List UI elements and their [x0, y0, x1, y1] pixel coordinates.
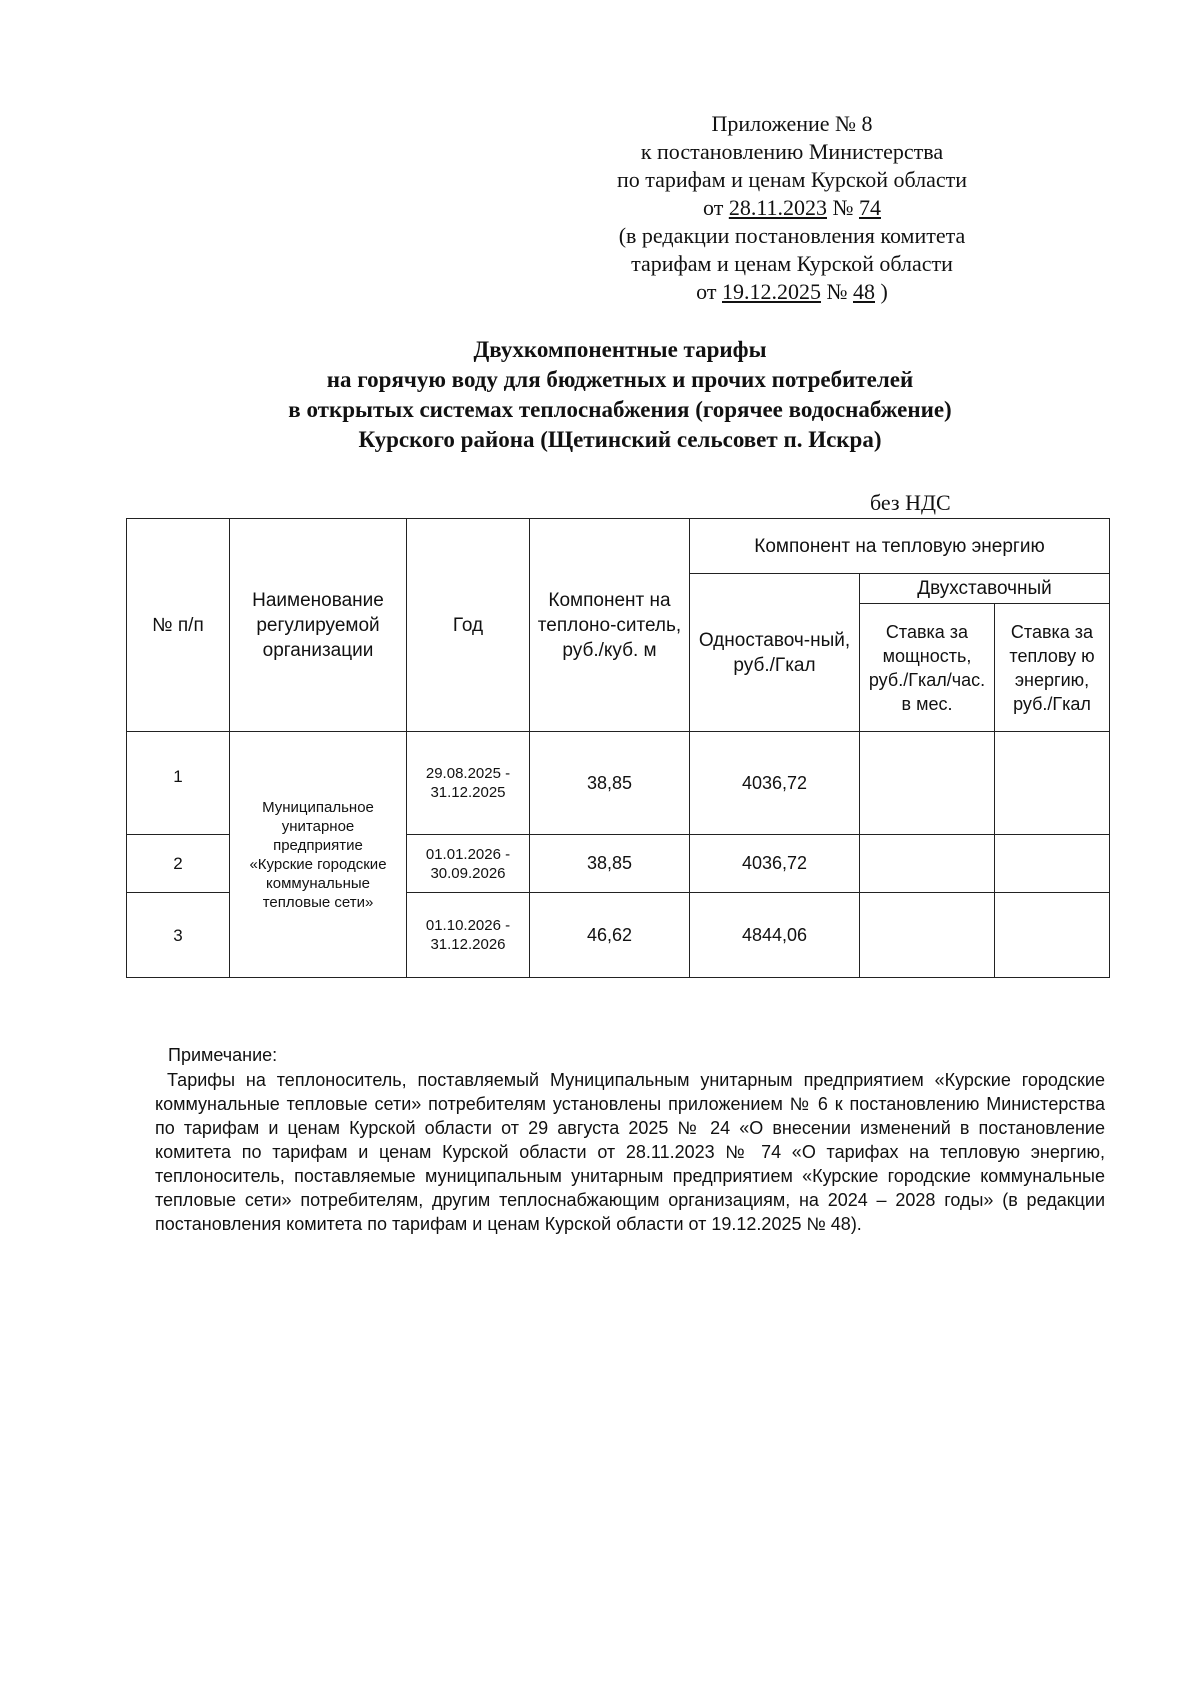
row-carrier: 46,62	[530, 893, 690, 978]
text: №	[821, 279, 853, 304]
row-period: 01.10.2026 - 31.12.2026	[407, 893, 530, 978]
no-vat-label: без НДС	[870, 490, 951, 515]
appendix-line: тарифам и ценам Курской области	[631, 251, 953, 276]
text: от	[696, 279, 722, 304]
revision-number: 48	[853, 279, 875, 304]
text: )	[875, 279, 888, 304]
header-two-part-rate: Двухставочный	[860, 574, 1110, 604]
title-line: в открытых системах теплоснабжения (горячее водоснабжение)	[288, 397, 952, 422]
row-single: 4036,72	[690, 835, 860, 893]
appendix-revision-line	[532, 278, 1052, 306]
header-single-rate: Одноставоч-ный, руб./Гкал	[690, 574, 860, 732]
row-number: 2	[127, 835, 230, 893]
decree-date: 28.11.2023	[728, 195, 827, 220]
document-title	[0, 335, 1200, 455]
row-capacity	[860, 893, 995, 978]
row-energy	[995, 835, 1110, 893]
row-period: 01.01.2026 - 30.09.2026	[407, 835, 530, 893]
appendix-line: (в редакции постановления комитета	[618, 223, 966, 248]
table-row	[127, 732, 1110, 835]
row-capacity	[860, 732, 995, 835]
header-num: № п/п	[127, 519, 230, 732]
row-single: 4844,06	[690, 893, 860, 978]
appendix-line: к постановлению Министерства	[640, 139, 944, 164]
header-carrier-component: Компонент на теплоно-ситель, руб./куб. м	[530, 519, 690, 732]
header-heat-component: Компонент на тепловую энергию	[690, 519, 1110, 574]
tariff-table	[126, 518, 1110, 978]
text: от	[702, 195, 729, 220]
row-number: 1	[127, 732, 230, 835]
header-energy-rate: Ставка за теплову ю энергию, руб./Гкал	[995, 604, 1110, 732]
header-year: Год	[407, 519, 530, 732]
row-carrier: 38,85	[530, 835, 690, 893]
revision-date: 19.12.2025	[722, 279, 821, 304]
decree-number: 74	[859, 195, 881, 220]
title-line: Курского района (Щетинский сельсовет п. Искра)	[358, 427, 882, 452]
note-text: Тарифы на теплоноситель, поставляемый Муниципальным унитарным предприятием «Курские городские коммунальные тепловые сети» потребителям установлены приложением № 6 к постановлению Министерства по тарифам и ценам Курской области от 29 августа 2025 № 24 «О внесении изменений в постановление комитета по тарифам и ценам Курской области от 28.11.2023 № 74 «О тарифах на тепловую энергию, теплоноситель, поставляемые муниципальным унитарным предприятием «Курские городские коммунальные тепловые сети» потребителям, другим теплоснабжающим организациям, на 2024 – 2028 годы» (в редакции постановления комитета по тарифам и ценам Курской области от 19.12.2025 № 48).	[155, 1070, 1105, 1234]
appendix-date-line	[532, 194, 1052, 222]
row-period: 29.08.2025 - 31.12.2025	[407, 732, 530, 835]
header-capacity-rate: Ставка за мощность, руб./Гкал/час. в мес.	[860, 604, 995, 732]
row-energy	[995, 893, 1110, 978]
organization-name: Муниципальное унитарное предприятие «Курские городские коммунальные тепловые сети»	[230, 732, 407, 978]
appendix-number: Приложение № 8	[711, 111, 873, 136]
note-title: Примечание:	[168, 1045, 278, 1065]
row-single: 4036,72	[690, 732, 860, 835]
header-organization: Наименование регулируемой организации	[230, 519, 407, 732]
row-number: 3	[127, 893, 230, 978]
row-carrier: 38,85	[530, 732, 690, 835]
appendix-line: по тарифам и ценам Курской области	[616, 167, 968, 192]
row-capacity	[860, 835, 995, 893]
title-line: на горячую воду для бюджетных и прочих потребителей	[326, 367, 914, 392]
text: №	[827, 195, 859, 220]
title-line: Двухкомпонентные тарифы	[473, 337, 767, 362]
appendix-header	[532, 110, 1052, 306]
row-energy	[995, 732, 1110, 835]
